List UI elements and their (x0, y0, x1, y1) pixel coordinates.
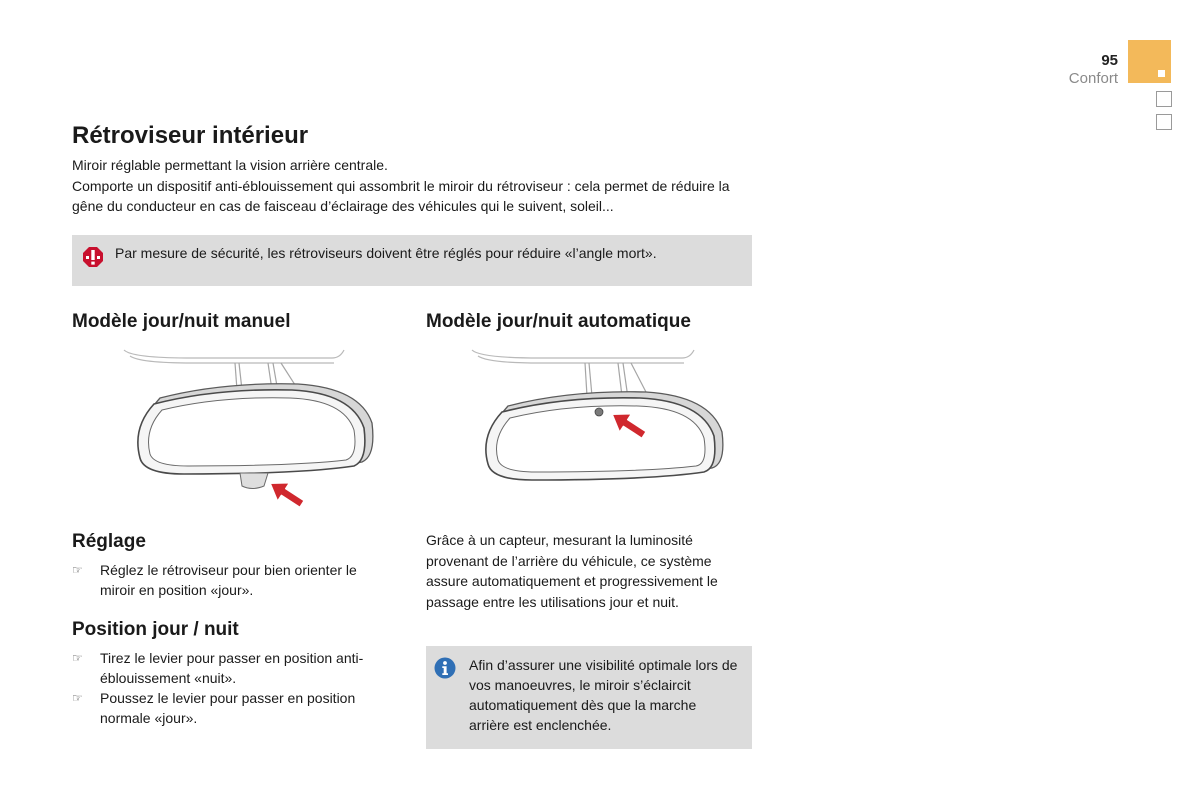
chapter-tab-empty-1 (1156, 91, 1172, 107)
automatic-description: Grâce à un capteur, mesurant la luminosité provenant de l’arrière du véhicule, ce système assure automatiquement et progressivement le passage entre les utilisations jour et nuit. (426, 532, 718, 610)
info-icon (434, 657, 456, 679)
list-item-text: Réglez le rétroviseur pour bien orienter le miroir en position «jour». (100, 562, 357, 598)
pointing-hand-icon: ☞ (72, 691, 83, 705)
windshield-edge (124, 350, 344, 363)
chapter-tab-dot (1158, 70, 1165, 77)
pointing-hand-icon: ☞ (72, 563, 83, 577)
light-sensor (595, 408, 603, 416)
mirror-housing (138, 384, 373, 474)
warning-text: Par mesure de sécurité, les rétroviseurs doivent être réglés pour réduire «l’angle mort». (115, 245, 657, 261)
heading-manual-model: Modèle jour/nuit manuel (72, 311, 291, 332)
warning-icon (82, 246, 104, 268)
info-box (426, 646, 752, 749)
info-text: Afin d’assurer une visibilité optimale lors de vos manoeuvres, le miroir s’éclaircit automatiquement dès que la marche arrière est enclenchée. (469, 657, 738, 733)
manual-mirror-illustration (72, 348, 392, 513)
heading-automatic-model: Modèle jour/nuit automatique (426, 311, 691, 332)
intro-line-1: Miroir réglable permettant la vision arrière centrale. (72, 157, 388, 173)
warning-box (72, 235, 752, 286)
reglage-list (72, 560, 392, 600)
pointing-hand-icon: ☞ (72, 651, 83, 665)
automatic-mirror-illustration (426, 348, 746, 483)
list-item-text: Poussez le levier pour passer en position normale «jour». (100, 690, 356, 726)
mirror-housing (486, 392, 723, 480)
arrow-to-lever (264, 474, 308, 513)
heading-position-jour-nuit: Position jour / nuit (72, 619, 239, 640)
day-night-lever (240, 473, 268, 489)
intro-line-2: Comporte un dispositif anti-éblouissement qui assombrit le miroir du rétroviseur : cela permet de réduire la gêne du conducteur en cas de faisceau d’éclairage des véhicules qui le suivent, soleil... (72, 177, 730, 214)
list-item (72, 688, 392, 728)
windshield-edge (472, 350, 694, 363)
page-title: Rétroviseur intérieur (72, 122, 309, 149)
position-list (72, 648, 392, 728)
chapter-tab-empty-2 (1156, 114, 1172, 130)
page-number: 95 (1101, 52, 1118, 69)
chapter-tab-active (1128, 40, 1171, 83)
list-item-text: Tirez le levier pour passer en position anti-éblouissement «nuit». (100, 650, 364, 686)
list-item (72, 648, 392, 688)
chapter-title: Confort (1068, 70, 1118, 87)
heading-reglage: Réglage (72, 531, 146, 552)
list-item (72, 560, 392, 600)
intro-text (72, 155, 762, 217)
